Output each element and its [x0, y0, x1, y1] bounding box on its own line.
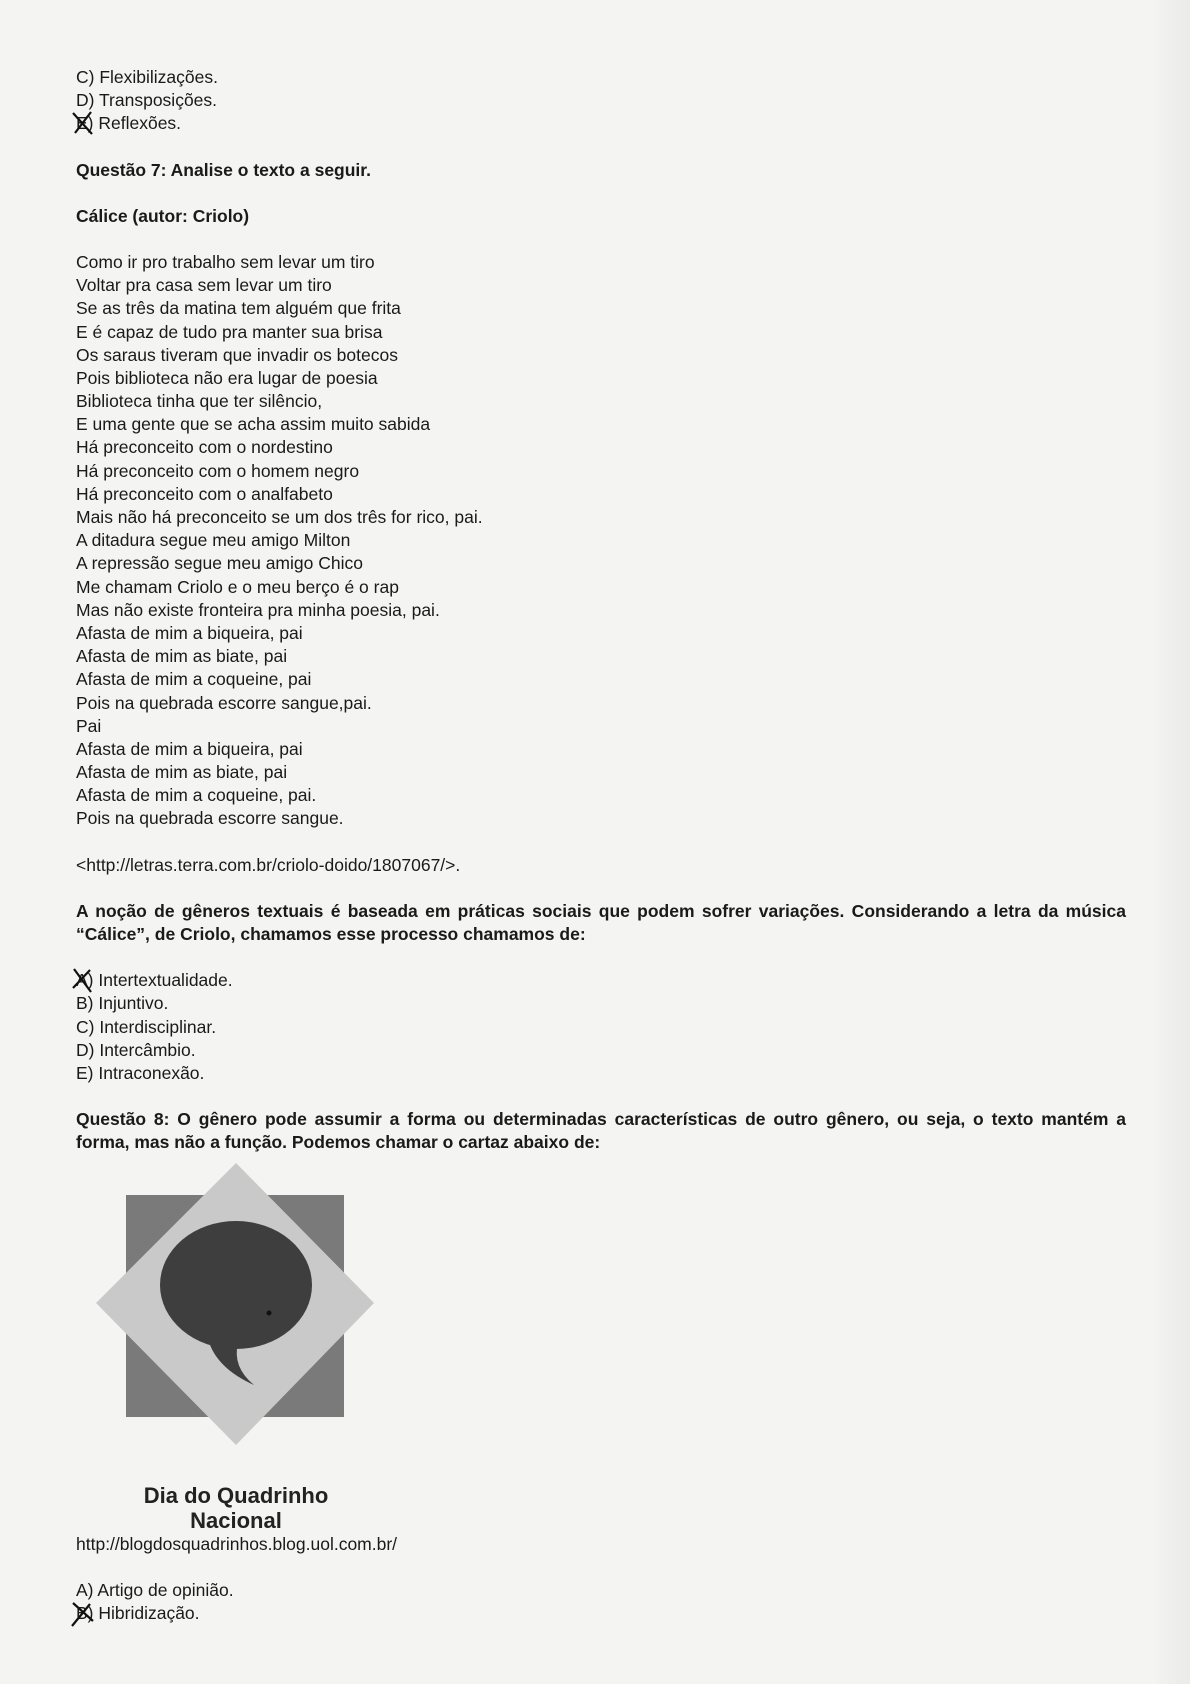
poster-source-url: http://blogdosquadrinhos.blog.uol.com.br/ [76, 1533, 398, 1554]
speech-bubble-poster-icon [76, 1163, 396, 1483]
option-prev-d: D) Transposições. [76, 90, 218, 111]
question-7-prompt: A noção de gêneros textuais é baseada em práticas sociais que podem sofrer variações. Considerando a letra da música “Cálice”, de Criolo, chamamos esse processo chamamos de: [76, 900, 1126, 945]
q7-option-a-label: A) Intertextualidade. [76, 970, 233, 991]
q8-option-b-label: B) Hibridização. [76, 1602, 200, 1623]
lyric-line: Afasta de mim a coqueine, pai. [76, 785, 317, 806]
lyric-line: Pois na quebrada escorre sangue,pai. [76, 692, 372, 713]
option-prev-c: C) Flexibilizações. [76, 67, 218, 87]
lyric-line: Há preconceito com o analfabeto [76, 483, 333, 504]
poster-title-line-2: Nacional [190, 1507, 282, 1533]
lyric-line: Como ir pro trabalho sem levar um tiro [76, 251, 375, 272]
song-title: Cálice (autor: Criolo) [76, 205, 250, 226]
lyric-line: A ditadura segue meu amigo Milton [76, 530, 351, 551]
lyric-line: Há preconceito com o homem negro [76, 460, 360, 481]
page-content [76, 66, 1126, 1625]
page-edge-shadow [1150, 0, 1190, 1684]
lyrics-source: <http://letras.terra.com.br/criolo-doido/1807067/>. [76, 854, 461, 875]
lyric-line: E é capaz de tudo pra manter sua brisa [76, 321, 383, 342]
lyric-line: Se as três da matina tem alguém que frita [76, 298, 401, 319]
lyric-line: Mais não há preconceito se um dos três for rico, pai. [76, 507, 483, 527]
lyric-line: E uma gente que se acha assim muito sabida [76, 414, 431, 435]
lyric-line: Pois na quebrada escorre sangue. [76, 808, 344, 829]
lyric-line: Afasta de mim a coqueine, pai [76, 669, 312, 690]
q7-option-d: D) Intercâmbio. [76, 1039, 196, 1060]
option-prev-e-marked [76, 112, 1126, 135]
q7-option-b: B) Injuntivo. [76, 993, 169, 1014]
lyric-line: Mas não existe fronteira pra minha poesia, pai. [76, 599, 440, 620]
question-7-heading: Questão 7: Analise o texto a seguir. [76, 159, 371, 180]
speech-bubble [160, 1221, 312, 1349]
question-8-prompt: Questão 8: O gênero pode assumir a forma ou determinadas características de outro gênero, ou seja, o texto mantém a forma, mas não a função. Podemos chamar o cartaz abaixo de: [76, 1109, 1126, 1153]
song-lyrics [76, 251, 1126, 831]
lyric-line: Pois biblioteca não era lugar de poesia [76, 367, 378, 388]
option-prev-e-label: E) Reflexões. [76, 113, 182, 134]
q8-option-a: A) Artigo de opinião. [76, 1579, 234, 1600]
poster-title-line-1: Dia do Quadrinho [143, 1482, 329, 1508]
lyric-line: Há preconceito com o nordestino [76, 437, 333, 458]
q8-option-b-marked [76, 1602, 1126, 1625]
comic-day-poster [76, 1163, 396, 1483]
lyric-line: Me chamam Criolo e o meu berço é o rap [76, 576, 399, 597]
lyric-line: Afasta de mim as biate, pai [76, 762, 288, 783]
lyric-line: Afasta de mim a biqueira, pai [76, 738, 303, 759]
lyric-line: Os saraus tiveram que invadir os botecos [76, 344, 398, 365]
q7-option-a-marked [76, 969, 1126, 992]
lyric-line: Voltar pra casa sem levar um tiro [76, 275, 332, 296]
lyric-line: Afasta de mim a biqueira, pai [76, 622, 303, 643]
q7-option-e: E) Intraconexão. [76, 1062, 205, 1083]
lyric-line: Biblioteca tinha que ter silêncio, [76, 391, 323, 412]
lyric-line: A repressão segue meu amigo Chico [76, 553, 363, 574]
q7-option-c: C) Interdisciplinar. [76, 1016, 217, 1037]
lyric-line: Pai [76, 715, 102, 736]
lyric-line: Afasta de mim as biate, pai [76, 646, 288, 667]
